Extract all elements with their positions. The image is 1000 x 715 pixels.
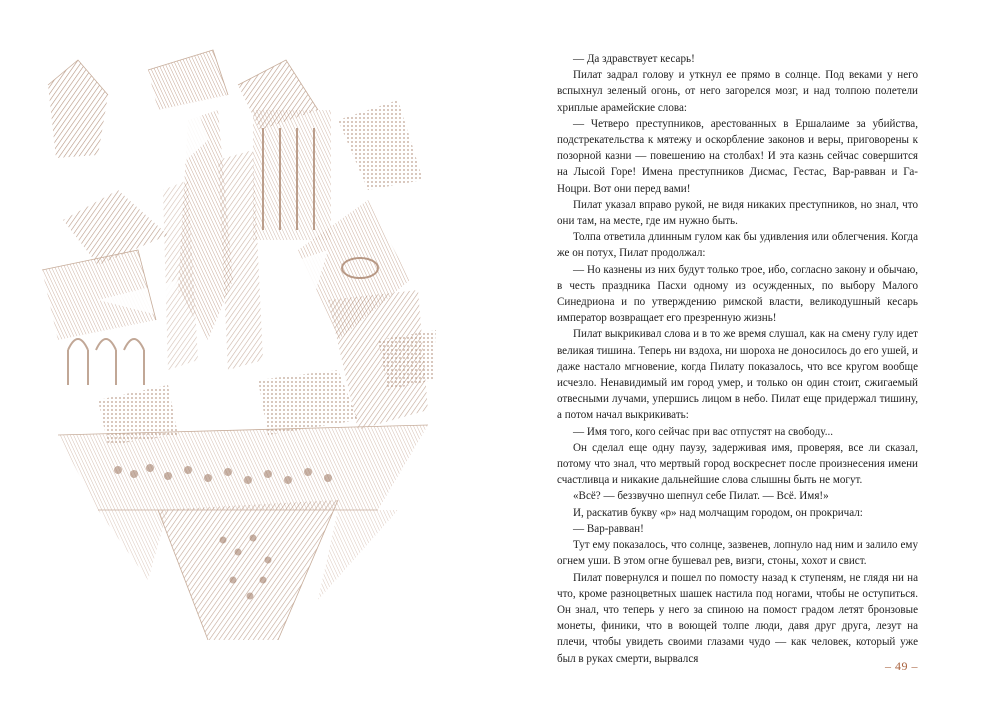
paragraph: Пилат повернулся и пошел по помосту назад к ступеням, не глядя ни на что, кроме разноцветных шашек настила под ногами, чтобы не оступиться. Он знал, что теперь у него за спиною на помост градом летят бронзовые монеты, финики, что в воющей толпе люди, давя друг друга, лезут на плечи, чтобы увидеть своими глазами чудо — как человек, который уже был в руках смерти, вырвался xyxy=(557,571,918,665)
paragraph: Пилат задрал голову и уткнул ее прямо в солнце. Под веками у него вспыхнул зеленый огонь, от него загорелся мозг, и над толпою полетели хриплые арамейские слова: xyxy=(557,69,918,114)
paragraph: — Но казнены из них будут только трое, ибо, согласно закону и обычаю, в честь праздника Пасхи одному из осужденных, по выбору Малого Синедриона и по утверждению римской власти, великодушный кесарь император возвращает его презренную жизнь! xyxy=(557,263,918,325)
cubist-illustration xyxy=(38,40,438,640)
paragraph: Пилат выкрикивал слова и в то же время слушал, как на смену гулу идет великая тишина. Теперь ни вздоха, ни шороха не доносилось до его ушей, и даже настало мгновение, когда Пилату показалось, что все кругом вообще исчезло. Ненавидимый им город умер, и только он один стоит, сжигаемый отвесными лучами, упершись лицом в небо. Пилат еще придержал тишину, а потом начал выкрикивать: xyxy=(557,328,918,422)
paragraph: — Четверо преступников, арестованных в Ершалаиме за убийства, подстрекательства к мятежу и оскорбление законов и веры, приговорены к позорной казни — повешению на столбах! И эта казнь сейчас совершится на Лысой Горе! Имена преступников Дисмас, Гестас, Вар-равван и Га-Ноцри. Вот они перед вами! xyxy=(557,117,918,195)
paragraph: Тут ему показалось, что солнце, зазвенев, лопнуло над ним и залило ему огнем уши. В этом огне бушевал рев, визги, стоны, хохот и свист. xyxy=(557,539,918,568)
paragraph: — Да здравствует кесарь! xyxy=(573,53,695,65)
paragraph: И, раскатив букву «р» над молчащим городом, он прокричал: xyxy=(573,506,863,519)
page-number: – 49 – xyxy=(885,659,918,673)
paragraph: Пилат указал вправо рукой, не видя никаких преступников, но знал, что они там, на месте, где им нужно быть. xyxy=(557,198,918,228)
paragraph: Он сделал еще одну паузу, задерживая имя, проверяя, все ли сказал, потому что знал, что мертвый город воскреснет после произнесения имени счастливца и никакие дальнейшие слова слышны быть не могут. xyxy=(557,441,918,487)
page-text xyxy=(557,51,918,667)
paragraph: Толпа ответила длинным гулом как бы удивления или облегчения. Когда же он потух, Пилат продолжал: xyxy=(557,231,918,260)
crowd xyxy=(58,425,428,640)
paragraph: — Имя того, кого сейчас при вас отпустят на свободу... xyxy=(573,425,834,438)
paragraph: «Всё? — беззвучно шепнул себе Пилат. — Всё. Имя!» xyxy=(573,490,829,503)
paragraph: — Вар-равван! xyxy=(573,522,644,535)
